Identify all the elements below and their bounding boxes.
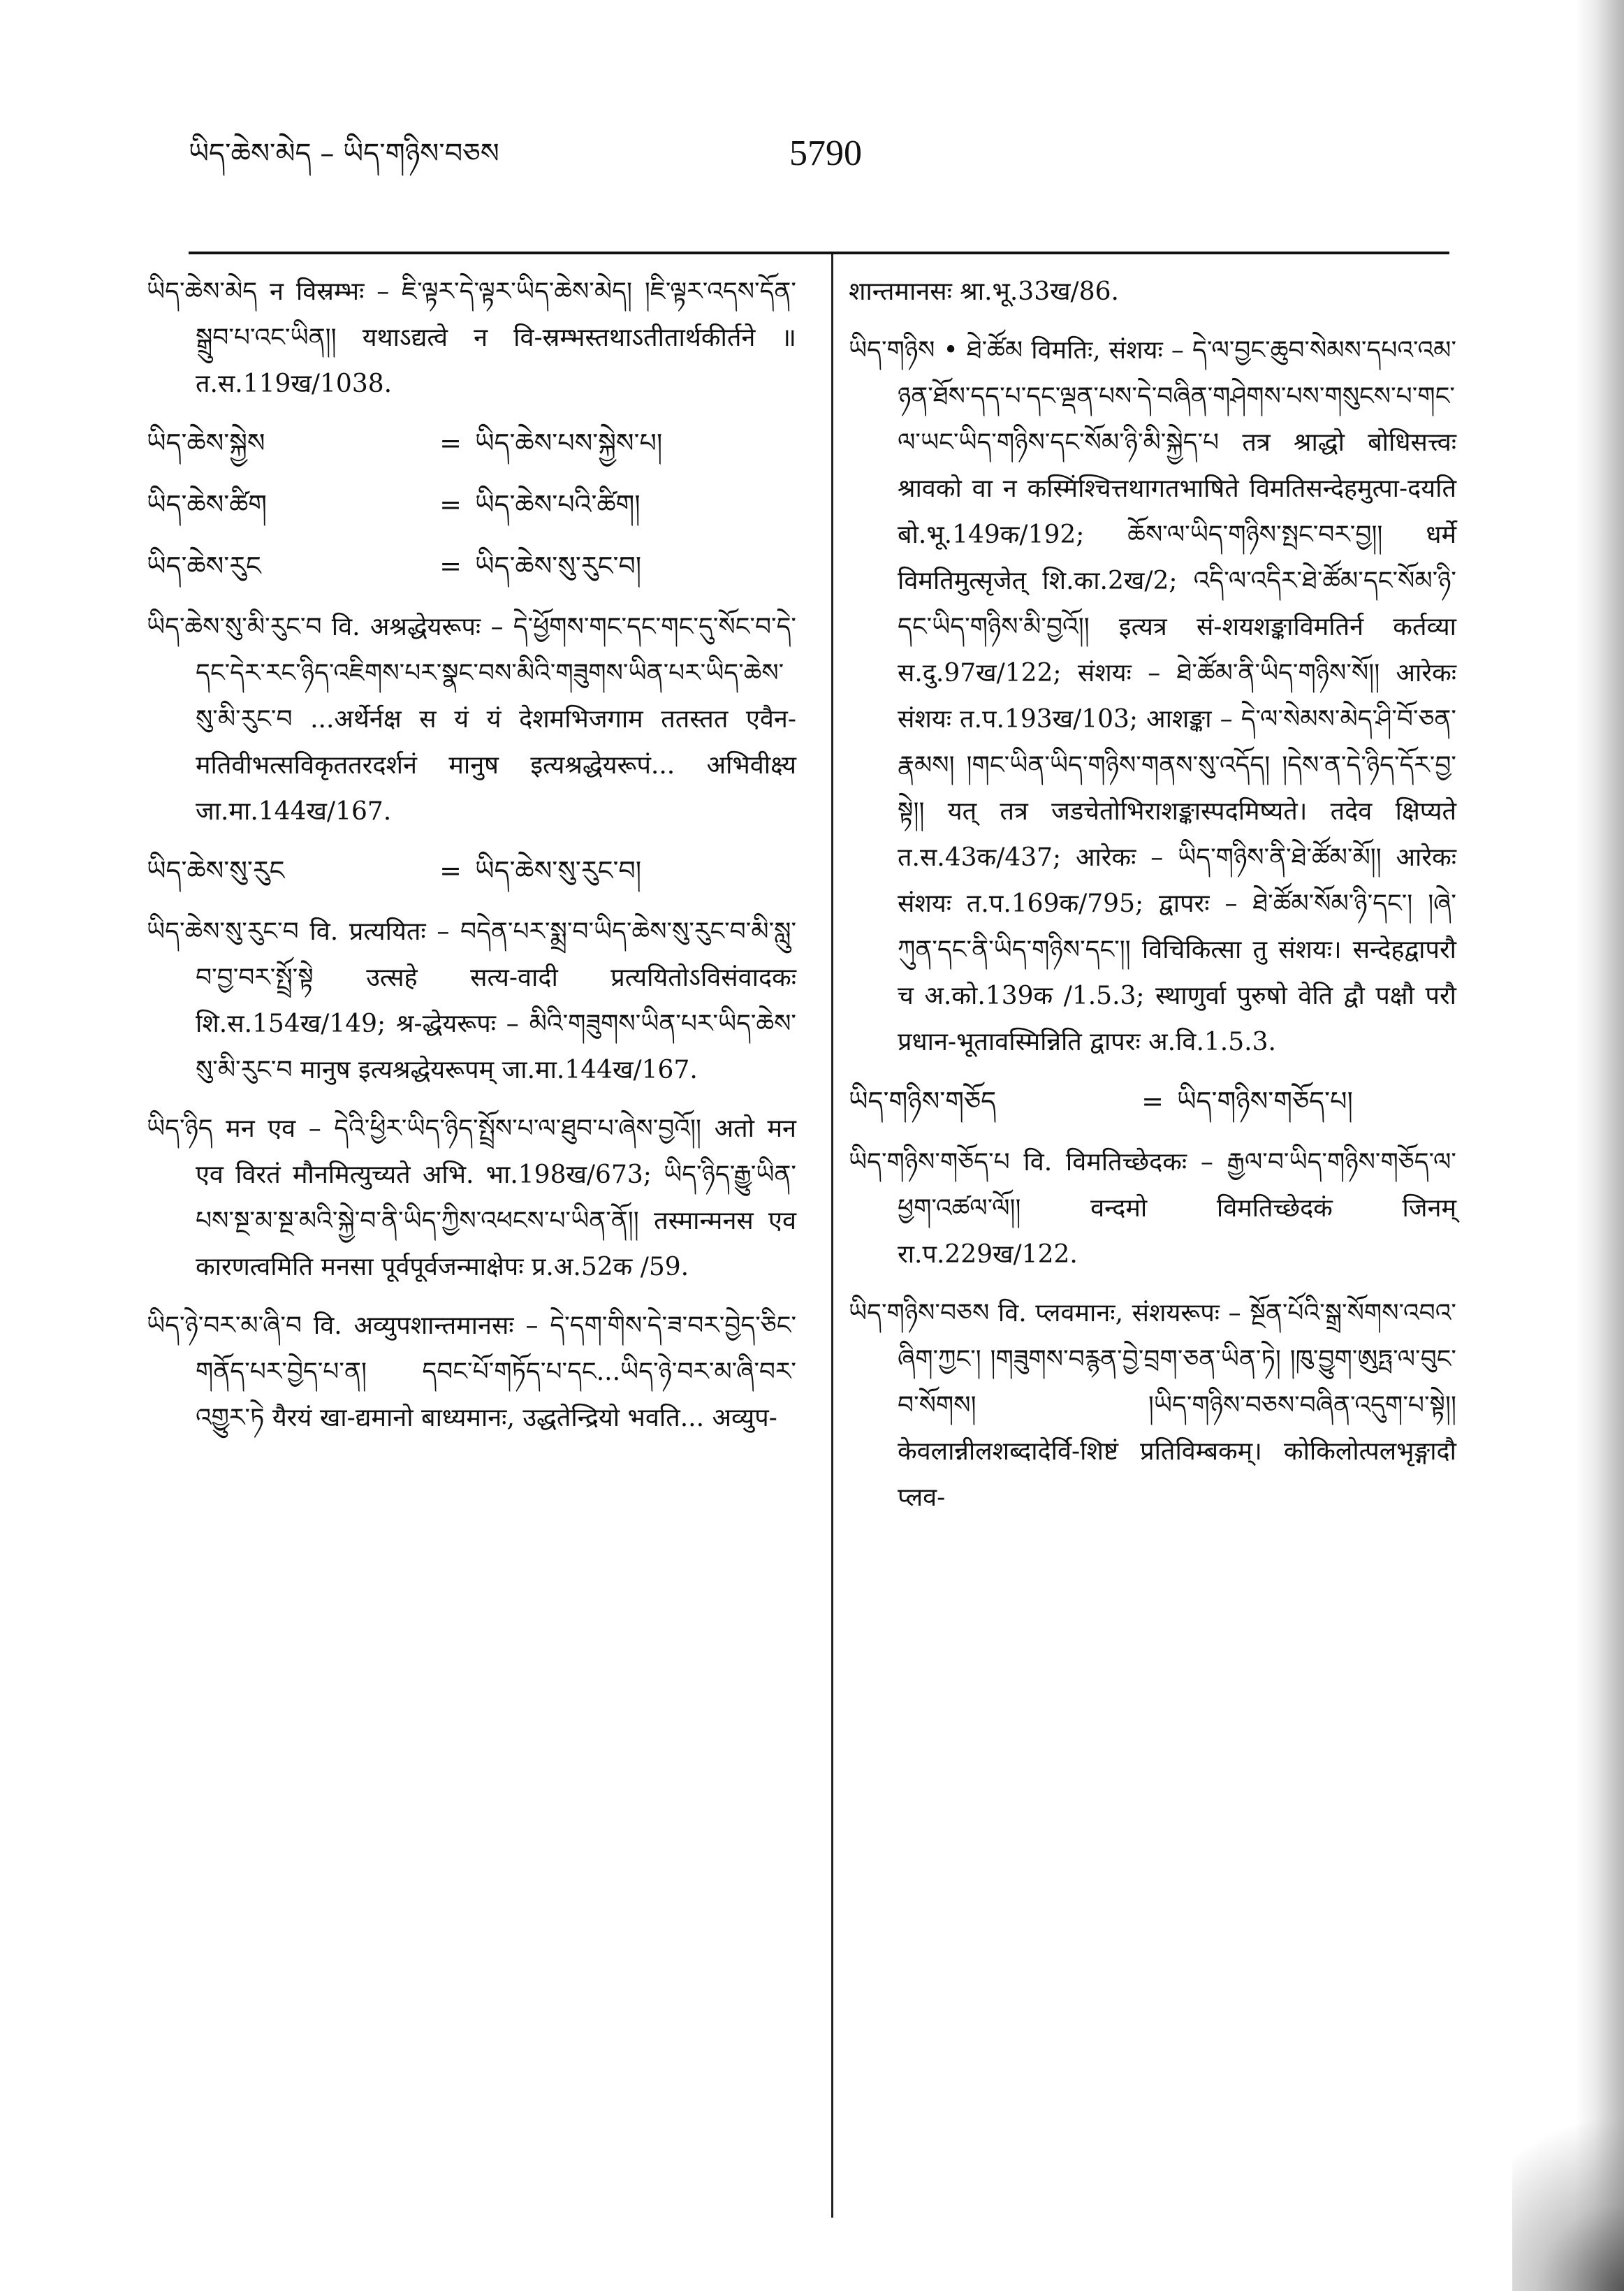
cross-reference bbox=[147, 420, 796, 466]
dictionary-entry: ཡིད་ཆེས་སུ་རུང་བ वि. प्रत्ययितः – བདེན་པར་སྨྲ་བ་ཡིད་ཆེས་སུ་རུང་བ་མི་སླུ་བ་བྱ་བར་སྤྲོ་སྟེ उत्सहे सत्य-वादी प्रत्ययितोऽविसंवादकः शि.स.154ख/149; श्र-द्धेयरूपः – མིའི་གཟུགས་ཡིན་པར་ཡིད་ཆེས་སུ་མི་རུང་བ मानुष इत्यश्रद्धेयरूपम् जा.मा.144ख/167. bbox=[147, 917, 796, 1084]
left-column bbox=[147, 269, 796, 1454]
equals-sign: = bbox=[1141, 1086, 1164, 1117]
reference-target: ཡིད་ཆེས་པའི་ཚིག། bbox=[475, 489, 641, 520]
reference-target: ཡིད་ཆེས་སུ་རུང་བ། bbox=[475, 551, 642, 581]
dictionary-entry: ཡིད་ཆེས་མེད न विस्रम्भः – ཇི་ལྟར་དེ་ལྟར་ཡིད་ཆེས་མེད། །ཇི་ལྟར་འདས་དོན་སྒྲུབ་པ་འང་ཡིན།། यथाऽद्यत्वे न वि-स्रम्भस्तथाऽतीतार्थकीर्तने ॥ त.स.119ख/1038. bbox=[147, 277, 796, 398]
dictionary-entry: ཡིད་གཉིས་བཅས वि. प्लवमानः, संशयरूपः – སྔོན་པོའི་སྒྲ་སོགས་འབའ་ཞིག་ཀྱང་། །གཟུགས་བརྙན་བྱེ་བྲག་ཅན་ཡིན་ཏེ། །ཁུ་བྱུག་ཨུཏྤ་ལ་བུང་བ་སོགས། །ཡིད་གཉིས་བཅས་བཞིན་འདུག་པ་སྟེ།། केवलान्नीलशब्दादेर्वि-शिष्टं प्रतिविम्बकम्। कोकिलोत्पलभृङ्गादौ प्लव- bbox=[849, 1299, 1456, 1512]
cross-reference bbox=[147, 848, 796, 894]
dictionary-entry: ཡིད་གཉིས • ཐེ་ཚོམ विमतिः, संशयः – དེ་ལ་བྱང་ཆུབ་སེམས་དཔའ་འམ་ཉན་ཐོས་དད་པ་དང་ལྡན་པས་དེ་བཞིན་གཤེགས་པས་གསུངས་པ་གང་ལ་ཡང་ཡིད་གཉིས་དང་སོམ་ཉི་མི་སྐྱེད་པ तत्र श्राद्धो बोधिसत्त्वः श्रावको वा न कस्मिंश्चित्तथागतभाषिते विमतिसन्देहमुत्पा-दयति बो.भू.149क/192; ཆོས་ལ་ཡིད་གཉིས་སྤང་བར་བྱ།། धर्मे विमतिमुत्सृजेत् शि.का.2ख/2; འདི་ལ་འདིར་ཐེ་ཚོམ་དང་སོམ་ཉི་དང་ཡིད་གཉིས་མི་བྱའོ།། इत्यत्र सं-शयशङ्काविमतिर्न कर्तव्या स.दु.97ख/122; संशयः – ཐེ་ཚོམ་ནི་ཡིད་གཉིས་སོ།། आरेकः संशयः त.प.193ख/103; आशङ्का – དེ་ལ་སེམས་མེད་ཤི་བོ་ཅན་རྣམས། །གང་ཡིན་ཡིད་གཉིས་གནས་སུ་འདོད། །དེས་ན་དེ་ཉིད་དོར་བྱ་སྟེ།། यत् तत्र जडचेतोभिराशङ्कास्पदमिष्यते। तदेव क्षिप्यते त.स.43क/437; आरेकः – ཡིད་གཉིས་ནི་ཐེ་ཚོམ་མོ།། आरेकः संशयः त.प.169क/795; द्वापरः – ཐེ་ཚོམ་སོམ་ཉི་དང་། །ཞེ་ཀུན་དང་ནི་ཡིད་གཉིས་དང་།། विचिकित्सा तु संशयः। सन्देहद्वापरौ च अ.को.139क /1.5.3; स्थाणुर्वा पुरुषो वेति द्वौ पक्षौ परौ प्रधान-भूतावस्मिन्निति द्वापरः अ.वि.1.5.3. bbox=[849, 336, 1456, 1056]
header-rule bbox=[189, 252, 1449, 254]
equals-sign: = bbox=[439, 489, 462, 520]
scan-shadow-edge bbox=[1575, 0, 1624, 2291]
headword: ཡིད་གཉིས་གཅོད bbox=[849, 1086, 997, 1117]
equals-sign: = bbox=[439, 855, 462, 886]
dictionary-entry-continuation: शान्तमानसः श्रा.भू.33ख/86. bbox=[849, 277, 1119, 306]
column-divider bbox=[831, 254, 833, 2218]
headword: ཡིད་ཆེས་སྐྱེས bbox=[147, 428, 265, 458]
cross-reference bbox=[147, 543, 796, 589]
dictionary-entry: ཡིད་གཉིས་གཅོད་པ वि. विमतिच्छेदकः – རྒྱལ་བ་ཡིད་གཉིས་གཅོད་ལ་ཕྱག་འཚལ་ལོ།། वन्दमो विमतिच्छेदकं जिनम् रा.प.229ख/122. bbox=[849, 1148, 1456, 1269]
equals-sign: = bbox=[439, 551, 462, 581]
dictionary-entry: ཡིད་ཉེ་བར་མ་ཞི་བ वि. अव्युपशान्तमानसः – དེ་དག་གིས་དེ་ཟ་བར་བྱེད་ཅིང་གནོད་པར་བྱེད་པ་ན། དབང་པོ་གཏོད་པ་དང...ཡིད་ཉེ་བར་མ་ཞི་བར་འགྱུར་ཏེ यैरयं खा-द्यमानो बाध्यमानः, उद्धतेन्द्रियो भवति... अव्युप- bbox=[147, 1311, 796, 1432]
reference-target: ཡིད་གཉིས་གཅོད་པ། bbox=[1177, 1086, 1353, 1117]
running-head: ཡིད་ཆེས་མེད – ཡིད་གཉིས་བཅས bbox=[189, 138, 499, 170]
scan-shadow-corner bbox=[1512, 2067, 1624, 2291]
reference-target: ཡིད་ཆེས་སུ་རུང་བ། bbox=[475, 855, 642, 886]
headword: ཡིད་ཆེས་ཚིག bbox=[147, 489, 268, 520]
equals-sign: = bbox=[439, 428, 462, 458]
page-number: 5790 bbox=[789, 133, 862, 173]
cross-reference bbox=[147, 481, 796, 528]
headword: ཡིད་ཆེས་སུ་རུང bbox=[147, 855, 285, 886]
headword: ཡིད་ཆེས་རུང bbox=[147, 551, 261, 581]
dictionary-entry: ཡིད་ཆེས་སུ་མི་རུང་བ वि. अश्रद्धेयरूपः – དེ་ཕྱོགས་གང་དང་གང་དུ་སོང་བ་དེ་དང་དེར་རང་ཉིད་འཇིགས་པར་སྣང་བས་མིའི་གཟུགས་ཡིན་པར་ཡིད་ཆེས་སུ་མི་རུང་བ ...अर्थेर्नक्ष स यं यं देशमभिजगाम ततस्तत एवैन-मतिवीभत्सविकृततरदर्शनं मानुष इत्यश्रद्धेयरूपं... अभिवीक्ष्य जा.मा.144ख/167. bbox=[147, 613, 796, 826]
right-column bbox=[849, 269, 1456, 1534]
reference-target: ཡིད་ཆེས་པས་སྐྱེས་པ། bbox=[475, 428, 663, 458]
cross-reference bbox=[849, 1078, 1456, 1124]
dictionary-entry: ཡིད་ཉིད मन एव – དེའི་ཕྱིར་ཡིད་ཉིད་སྤྲོས་པ་ལ་ཐུབ་པ་ཞེས་བྱའོ།། अतो मन एव विरतं मौनमित्युच्यते अभि. भा.198ख/673; ཡིད་ཉིད་རྒྱུ་ཡིན་པས་སྔ་མ་སྔ་མའི་སྐྱེ་བ་ནི་ཡིད་ཀྱིས་འཕངས་པ་ཡིན་ནོ།། तस्मान्मनस एव कारणत्वमिति मनसा पूर्वपूर्वजन्माक्षेपः प्र.अ.52क /59. bbox=[147, 1114, 796, 1281]
